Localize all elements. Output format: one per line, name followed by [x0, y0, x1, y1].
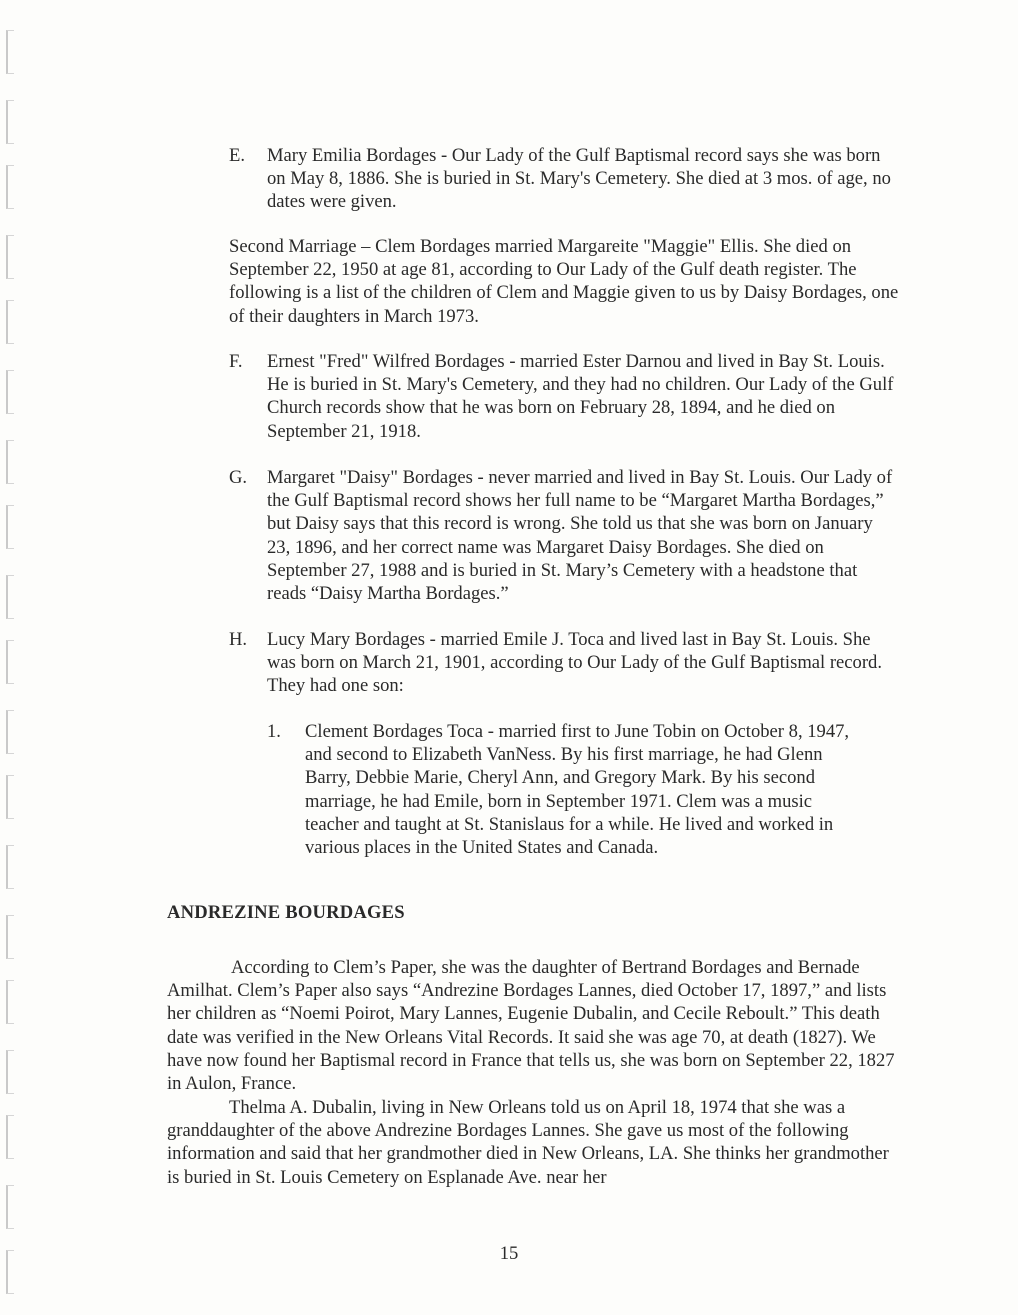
list-item-text: Mary Emilia Bordages - Our Lady of the Gulf Baptismal record says she was born on May 8, 1886. She is buried in St. Mary's Cemetery. She died at 3 mos. of age, no dates were given. [267, 145, 891, 213]
binder-hole [6, 300, 14, 344]
sub-list-item-number: 1. [267, 721, 281, 742]
list-item-text: Lucy Mary Bordages - married Emile J. Toca and lived last in Bay St. Louis. She was born on March 21, 1901, according to Our Lady of the Gulf Baptismal record. They had one son: [267, 629, 882, 697]
section-heading: ANDREZINE BOURDAGES [167, 902, 405, 923]
binder-hole [6, 710, 14, 754]
list-item-letter: F. [229, 351, 243, 372]
list-item-letter: E. [229, 145, 246, 166]
list-item-text: Ernest "Fred" Wilfred Bordages - married Ester Darnou and lived in Bay St. Louis. He is buried in St. Mary's Cemetery, and they had no children. Our Lady of the Gulf Church records show that he was born on February 28, 1894, and he died on September 21, 1918. [267, 351, 894, 442]
list-item-letter: G. [229, 467, 248, 488]
second-marriage-paragraph: Second Marriage – Clem Bordages married Margareite "Maggie" Ellis. She died on September 22, 1950 at age 81, according to Our Lady of the Gulf death register. The following is a list of the children of Clem and Maggie given to us by Daisy Bordages, one of their daughters in March 1973. [229, 236, 899, 327]
binder-hole [6, 30, 14, 74]
page-number: 15 [499, 1243, 519, 1264]
binder-hole [6, 1050, 14, 1094]
list-item [229, 466, 894, 605]
binder-hole [6, 165, 14, 209]
list-item [229, 350, 894, 443]
binder-hole [6, 980, 14, 1024]
binder-hole [6, 100, 14, 144]
binder-hole [6, 440, 14, 484]
sub-list-item [267, 720, 867, 859]
binder-hole [6, 915, 14, 959]
binder-hole [6, 575, 14, 619]
binder-edge [0, 0, 22, 1315]
binder-hole [6, 370, 14, 414]
section-paragraph: According to Clem’s Paper, she was the daughter of Bertrand Bordages and Bernade Amilhat. Clem’s Paper also says “Andrezine Bordages Lannes, died October 17, 1897,” and lists her children as “Noemi Poirot, Mary Lannes, Eugenie Dubalin, and Cecile Reboult.” This death date was verified in the New Orleans Vital Records. It said she was age 70, at death (1827). We have now found her Baptismal record in France that tells us, she was born on September 22, 1827 in Aulon, France. [167, 957, 895, 1095]
binder-hole [6, 845, 14, 889]
binder-hole [6, 1185, 14, 1229]
binder-hole [6, 505, 14, 549]
binder-hole [6, 640, 14, 684]
list-item-letter: H. [229, 629, 248, 650]
binder-hole [6, 235, 14, 279]
list-item [229, 628, 894, 698]
sub-list-item-text: Clement Bordages Toca - married first to June Tobin on October 8, 1947, and second to Elizabeth VanNess. By his first marriage, he had Glenn Barry, Debbie Marie, Cheryl Ann, and Gregory Mark. By his second marriage, he had Emile, born in September 1971. Clem was a music teacher and taught at St. Stanislaus for a while. He lived and worked in various places in the United States and Canada. [305, 721, 850, 859]
list-item [229, 144, 894, 214]
list-item-text: Margaret "Daisy" Bordages - never married and lived in Bay St. Louis. Our Lady of the Gulf Baptismal record shows her full name to be “Margaret Martha Bordages,” but Daisy says that this record is wrong. She told us that she was born on January 23, 1896, and her correct name was Margaret Daisy Bordages. She died on September 27, 1988 and is buried in St. Mary’s Cemetery with a headstone that reads “Daisy Martha Bordages.” [267, 467, 893, 605]
binder-hole [6, 775, 14, 819]
section-paragraph: Thelma A. Dubalin, living in New Orleans told us on April 18, 1974 that she was a granddaughter of the above Andrezine Bordages Lannes. She gave us most of the following information and said that her grandmother died in New Orleans, LA. She thinks her grandmother is buried in St. Louis Cemetery on Esplanade Ave. near her [167, 1097, 889, 1188]
binder-hole [6, 1115, 14, 1159]
